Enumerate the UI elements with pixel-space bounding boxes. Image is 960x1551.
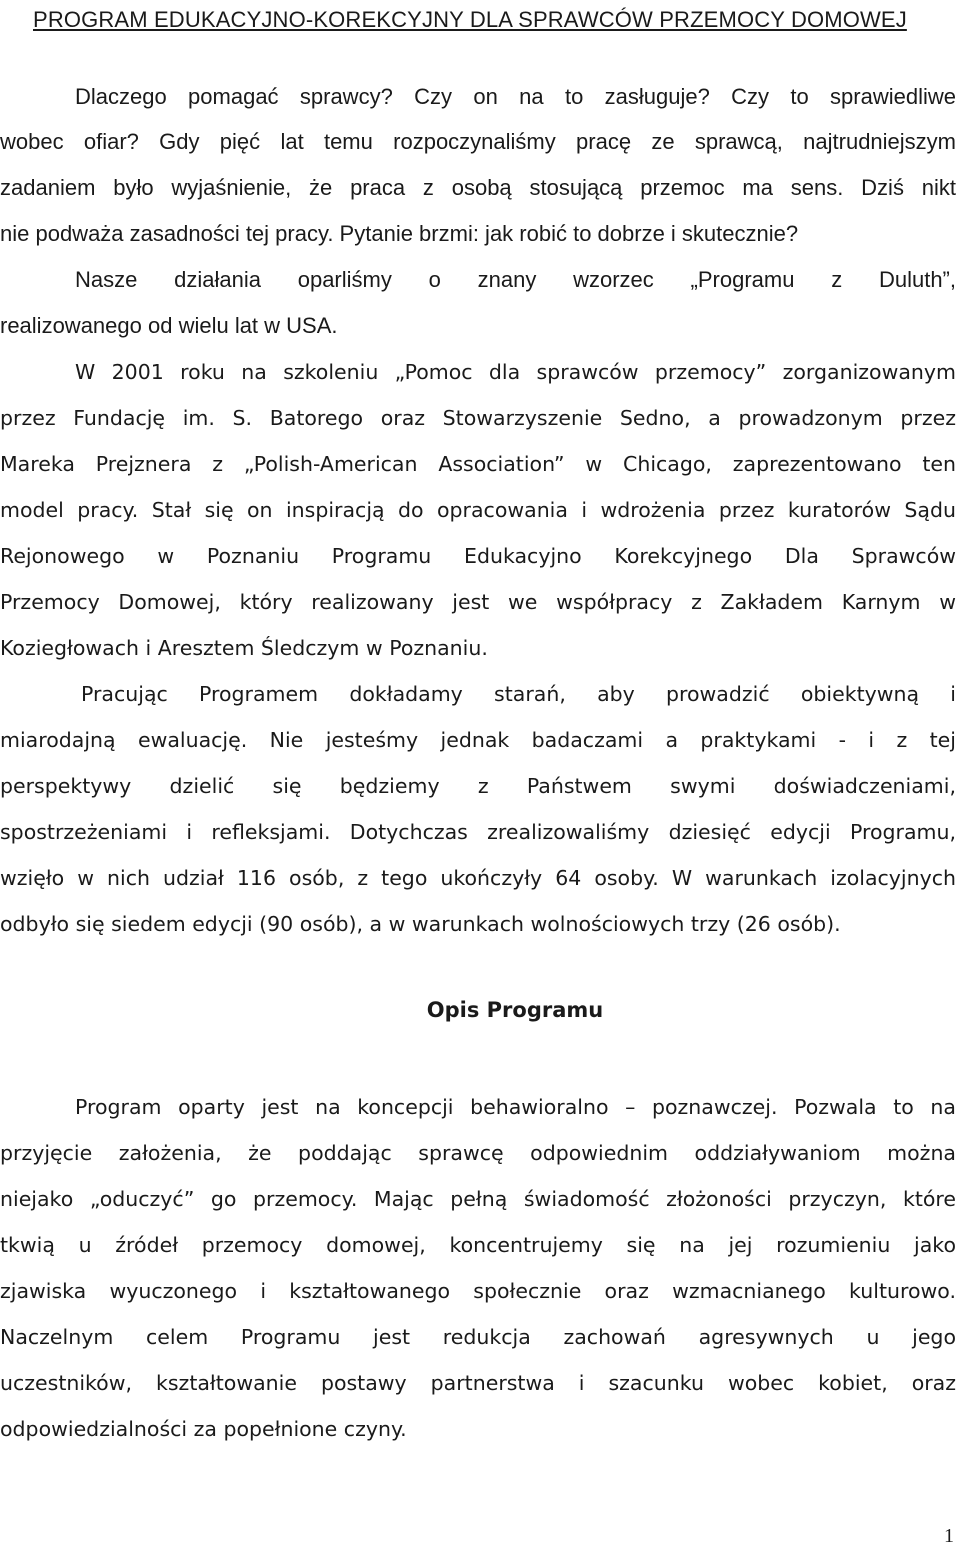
paragraph-line: niejako „oduczyć” go przemocy. Mając pełną świadomość złożoności przyczyn, które — [0, 1187, 956, 1211]
section-heading: Opis Programu — [426, 998, 604, 1022]
paragraph-line: tkwią u źródeł przemocy domowej, koncentrujemy się na jej rozumieniu jako — [0, 1233, 956, 1257]
paragraph-line: Koziegłowach i Aresztem Śledczym w Poznaniu. — [0, 636, 488, 660]
paragraph-line: Program oparty jest na koncepcji behawioralno – poznawczej. Pozwala to na — [75, 1095, 956, 1119]
paragraph-line: model pracy. Stał się on inspiracją do opracowania i wdrożenia przez kuratorów Sądu — [0, 498, 956, 522]
paragraph-line: Rejonowego w Poznaniu Programu Edukacyjno Korekcyjnego Dla Sprawców — [0, 544, 956, 568]
document-title: PROGRAM EDUKACYJNO-KOREKCYJNY DLA SPRAWCÓW PRZEMOCY DOMOWEJ — [33, 7, 907, 32]
paragraph-line: Nasze działania oparliśmy o znany wzorzec „Programu z Duluth”, — [75, 267, 956, 292]
paragraph-line: zadaniem było wyjaśnienie, że praca z osobą stosującą przemoc ma sens. Dziś nikt — [0, 175, 956, 200]
paragraph-line: Pracując Programem dokładamy starań, aby prowadzić obiektywną i — [81, 682, 956, 706]
paragraph-line: zjawiska wyuczonego i kształtowanego społecznie oraz wzmacnianego kulturowo. — [0, 1279, 956, 1303]
paragraph-line: nie podważa zasadności tej pracy. Pytanie brzmi: jak robić to dobrze i skutecznie? — [0, 221, 799, 246]
paragraph-line: miarodajną ewaluację. Nie jesteśmy jednak badaczami a praktykami - i z tej — [0, 728, 956, 752]
paragraph-line: przyjęcie założenia, że poddając sprawcę odpowiednim oddziaływaniom można — [0, 1141, 956, 1165]
paragraph-line: Naczelnym celem Programu jest redukcja zachowań agresywnych u jego — [0, 1325, 956, 1349]
paragraph-line: Przemocy Domowej, który realizowany jest we współpracy z Zakładem Karnym w — [0, 590, 956, 614]
paragraph-line: perspektywy dzielić się będziemy z Państwem swymi doświadczeniami, — [0, 774, 956, 798]
paragraph-line: W 2001 roku na szkoleniu „Pomoc dla sprawców przemocy” zorganizowanym — [75, 360, 956, 384]
paragraph-line: uczestników, kształtowanie postawy partnerstwa i szacunku wobec kobiet, oraz — [0, 1371, 956, 1395]
paragraph-line: Mareka Prejznera z „Polish-American Association” w Chicago, zaprezentowano ten — [0, 452, 956, 476]
paragraph-line: odbyło się siedem edycji (90 osób), a w warunkach wolnościowych trzy (26 osób). — [0, 912, 841, 936]
paragraph-line: wzięło w nich udział 116 osób, z tego ukończyły 64 osoby. W warunkach izolacyjnych — [0, 866, 956, 890]
paragraph-line: realizowanego od wielu lat w USA. — [0, 313, 338, 338]
paragraph-line: spostrzeżeniami i refleksjami. Dotychczas zrealizowaliśmy dziesięć edycji Programu, — [0, 820, 956, 844]
page-number: 1 — [944, 1525, 954, 1547]
paragraph-line: przez Fundację im. S. Batorego oraz Stowarzyszenie Sedno, a prowadzonym przez — [0, 406, 956, 430]
paragraph-line: Dlaczego pomagać sprawcy? Czy on na to zasługuje? Czy to sprawiedliwe — [75, 84, 956, 109]
paragraph-line: wobec ofiar? Gdy pięć lat temu rozpoczynaliśmy pracę ze sprawcą, najtrudniejszym — [0, 129, 956, 154]
paragraph-line: odpowiedzialności za popełnione czyny. — [0, 1417, 407, 1441]
